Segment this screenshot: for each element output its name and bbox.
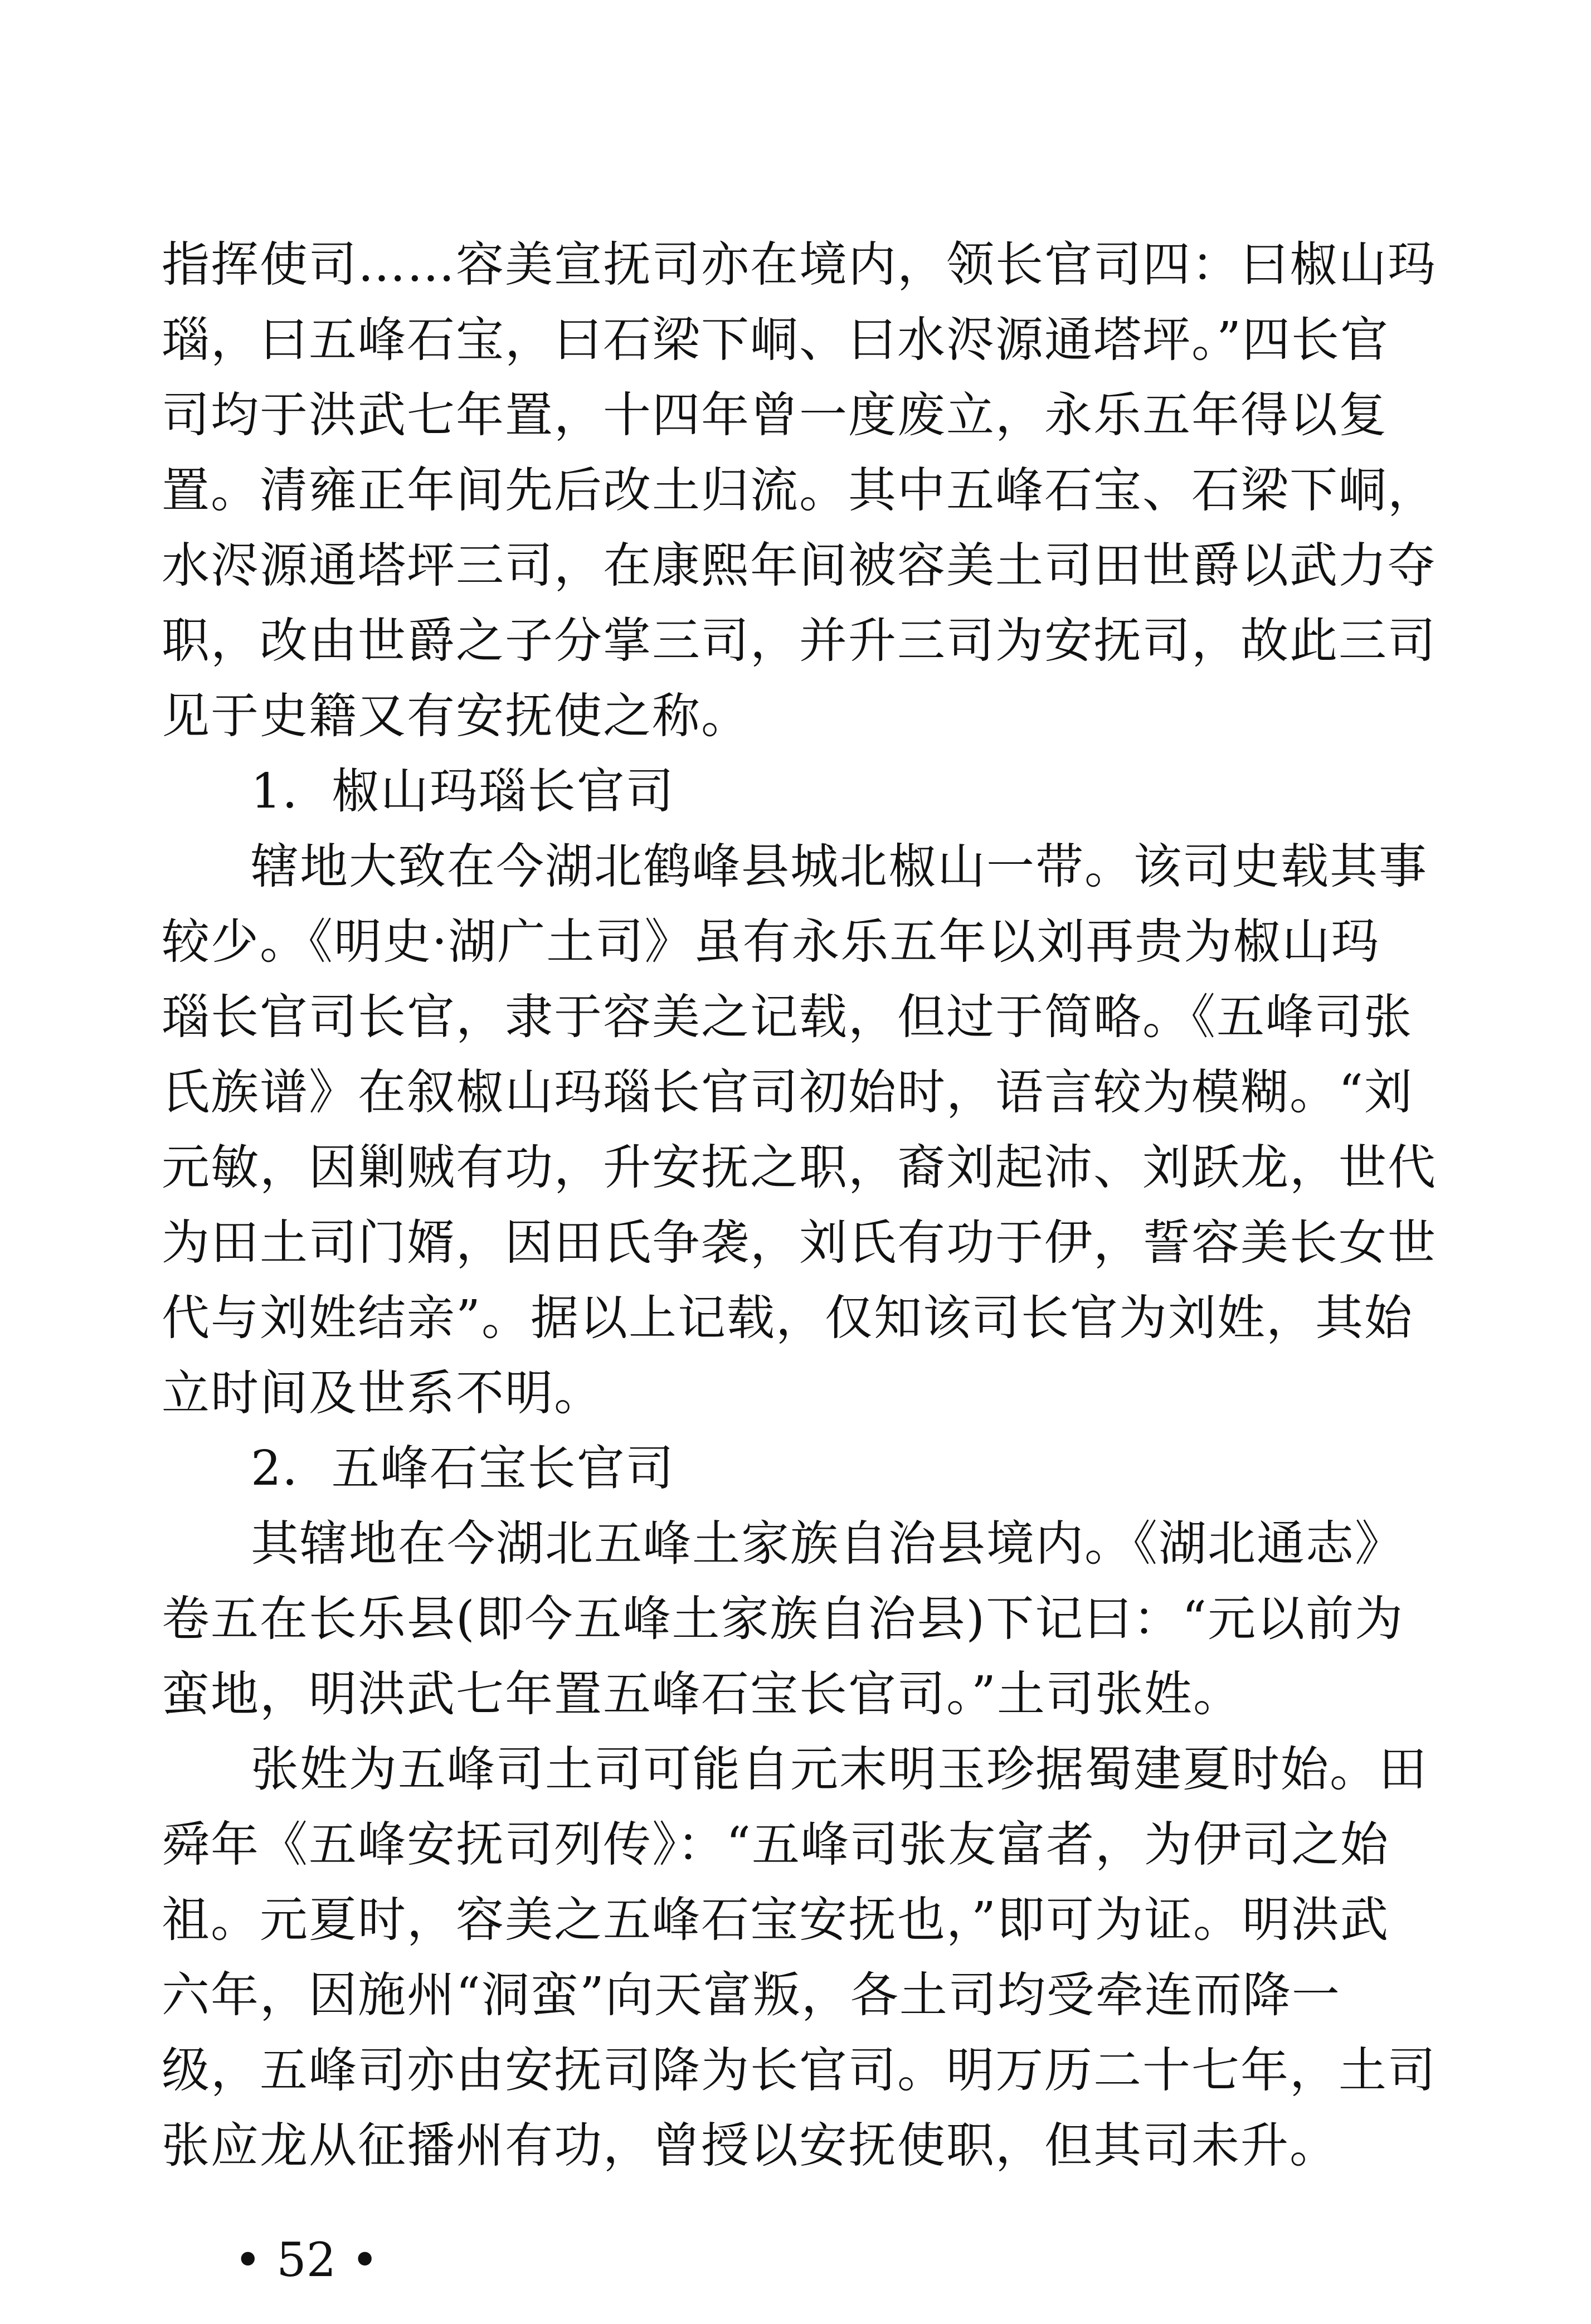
text-line-26: 张应龙从征播州有功，曾授以安抚使职，但其司未升。 <box>162 2118 1339 2174</box>
page-number: • 52 • <box>234 2233 379 2287</box>
text-line-14: 为田土司门婿，因田氏争袭，刘氏有功于伊，誓容美长女世 <box>162 1215 1437 1271</box>
text-line-4: 置。清雍正年间先后改土归流。其中五峰石宝、石梁下峒， <box>162 463 1437 518</box>
text-line-22: 舜年《五峰安抚司列传》：“五峰司张友富者，为伊司之始 <box>162 1817 1389 1873</box>
section-heading-2: 2．五峰石宝长官司 <box>251 1441 675 1496</box>
text-line-15: 代与刘姓结亲”。据以上记载，仅知该司长官为刘姓，其始 <box>162 1290 1413 1346</box>
text-line-18: 其辖地在今湖北五峰土家族自治县境内。《湖北通志》 <box>251 1516 1404 1572</box>
text-line-21: 张姓为五峰司土司可能自元末明玉珍据蜀建夏时始。田 <box>251 1742 1428 1797</box>
text-line-7: 见于史籍又有安抚使之称。 <box>162 688 750 744</box>
text-line-25: 级，五峰司亦由安抚司降为长官司。明万历二十七年，土司 <box>162 2043 1437 2098</box>
section-heading-1: 1．椒山玛瑙长官司 <box>251 764 675 819</box>
text-line-13: 元敏，因剿贼有功，升安抚之职，裔刘起沛、刘跃龙，世代 <box>162 1140 1437 1195</box>
text-line-5: 水浕源通塔坪三司，在康熙年间被容美土司田世爵以武力夺 <box>162 538 1437 594</box>
text-line-6: 职，改由世爵之子分掌三司，并升三司为安抚司，故此三司 <box>162 613 1437 669</box>
text-line-2: 瑙，曰五峰石宝，曰石梁下峒、曰水浕源通塔坪。”四长官 <box>162 312 1389 368</box>
text-line-20: 蛮地，明洪武七年置五峰石宝长官司。”土司张姓。 <box>162 1666 1242 1722</box>
text-line-24: 六年，因施州“洞蛮”向天富叛，各土司均受牵连而降一 <box>162 1967 1341 2023</box>
text-line-9: 辖地大致在今湖北鹤峰县城北椒山一带。该司史载其事 <box>251 839 1428 894</box>
text-line-16: 立时间及世系不明。 <box>162 1365 603 1421</box>
text-line-1: 指挥使司……容美宣抚司亦在境内，领长官司四：曰椒山玛 <box>162 237 1437 293</box>
text-line-23: 祖。元夏时，容美之五峰石宝安抚也，”即可为证。明洪武 <box>162 1892 1389 1948</box>
text-line-12: 氏族谱》在叙椒山玛瑙长官司初始时，语言较为模糊。“刘 <box>162 1064 1413 1120</box>
text-line-10: 较少。《明史·湖广土司》虽有永乐五年以刘再贵为椒山玛 <box>162 914 1380 970</box>
text-line-11: 瑙长官司长官，隶于容美之记载，但过于简略。《五峰司张 <box>162 989 1413 1045</box>
text-line-3: 司均于洪武七年置，十四年曾一度废立，永乐五年得以复 <box>162 387 1388 443</box>
text-line-19: 卷五在长乐县(即今五峰土家族自治县)下记曰：“元以前为 <box>162 1591 1404 1647</box>
